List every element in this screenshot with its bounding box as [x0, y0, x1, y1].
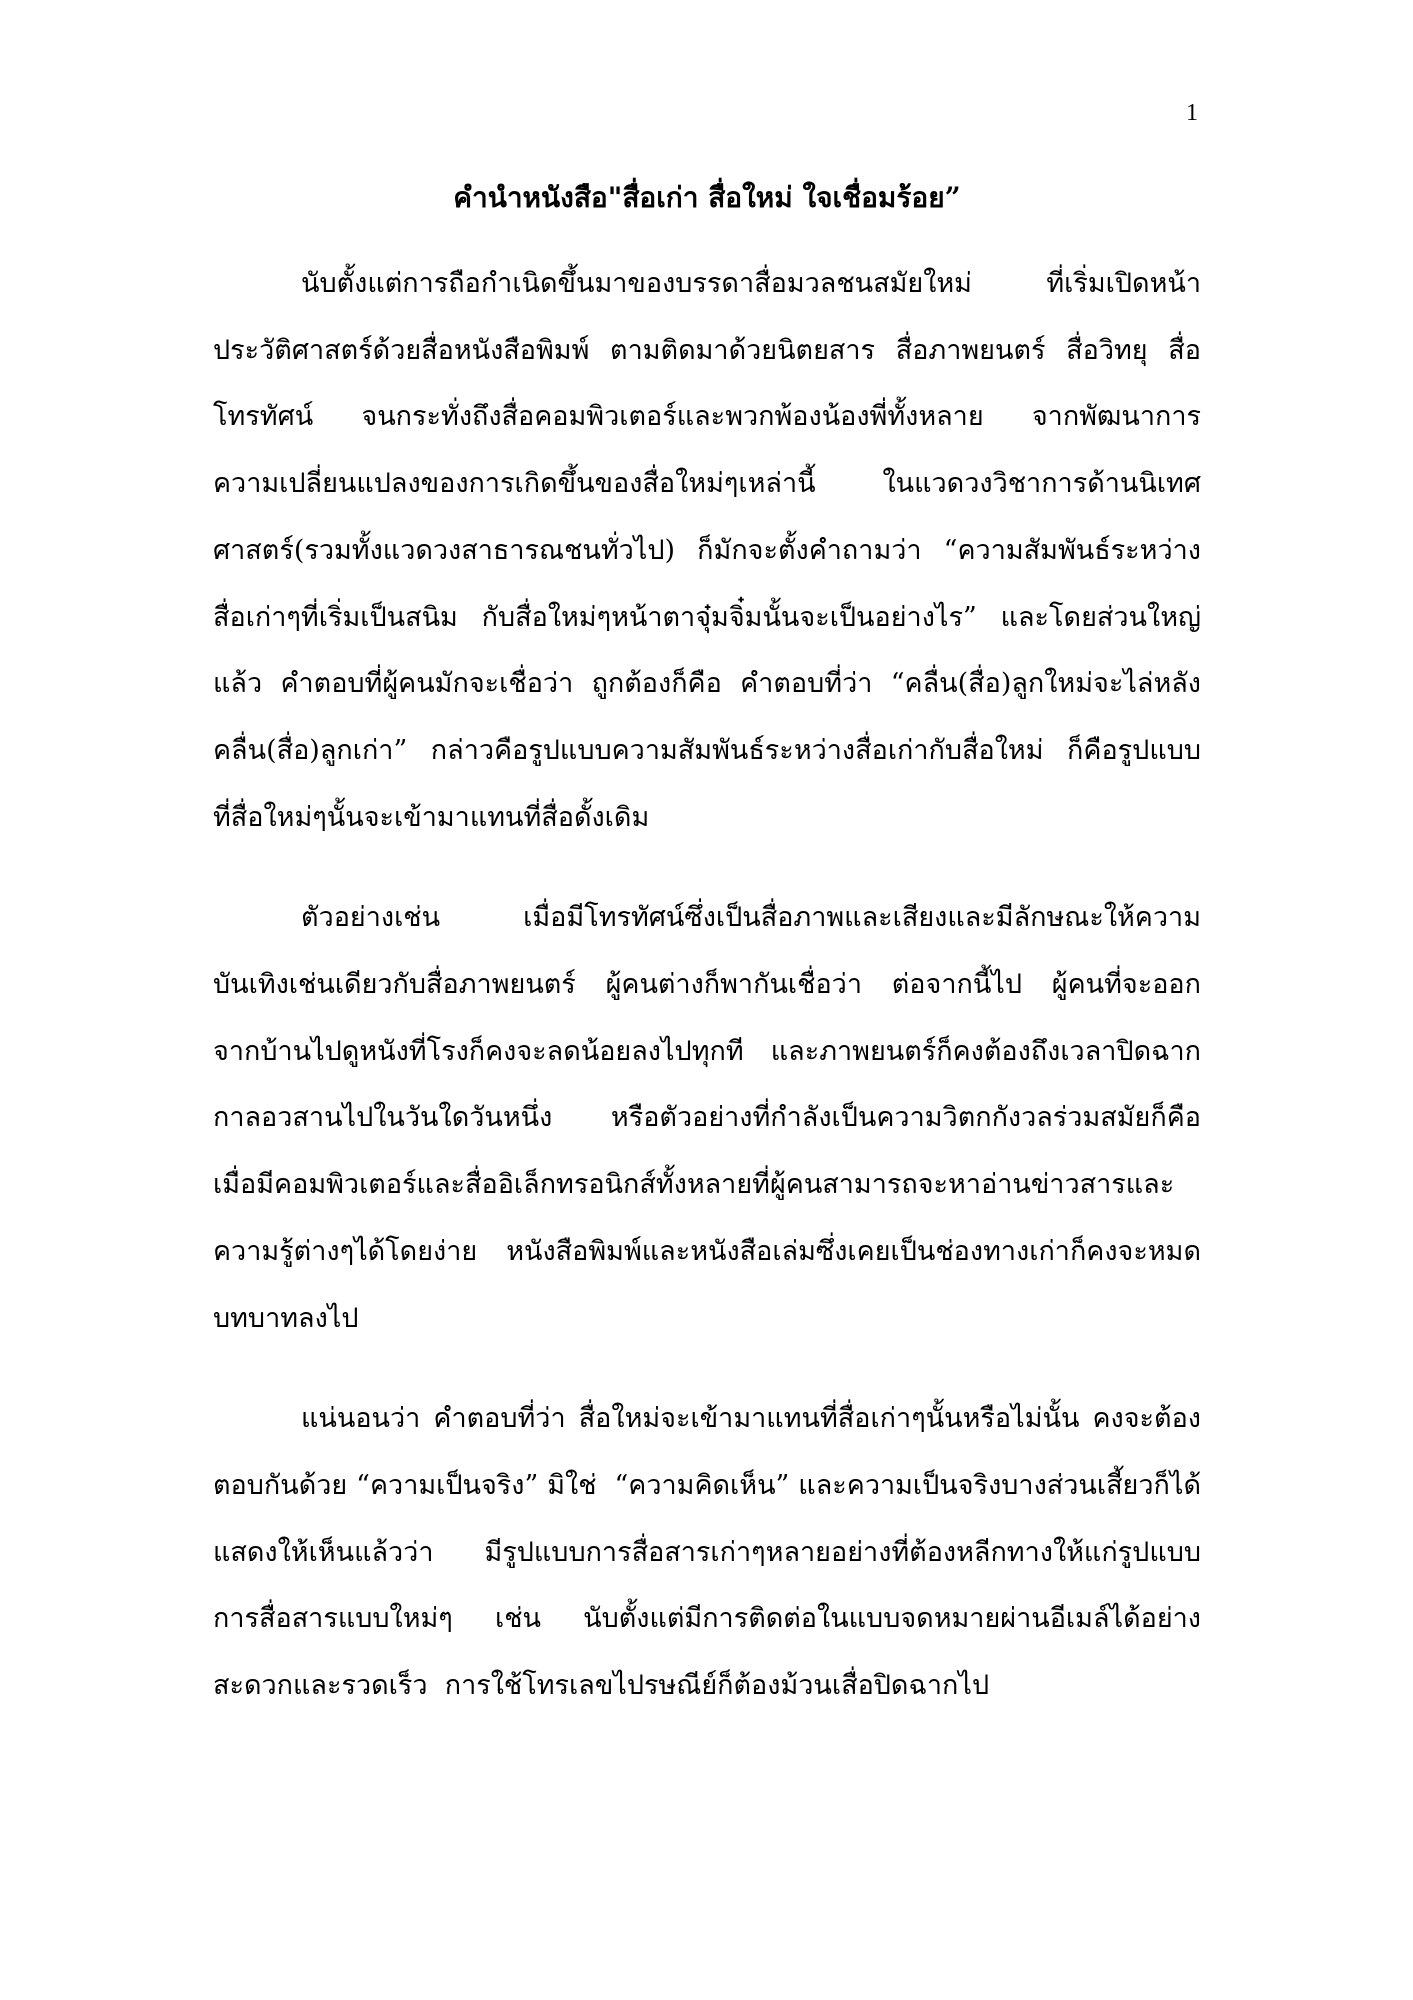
paragraph-line: ศาสตร์(รวมทั้งแวดวงสาธารณชนทั่วไป) ก็มักจะตั้งคำถามว่า “ความสัมพันธ์ระหว่าง — [213, 534, 1201, 566]
paragraph-line: ความเปลี่ยนแปลงของการเกิดขึ้นของสื่อใหม่ๆเหล่านี้ ในแวดวงวิชาการด้านนิเทศ — [213, 468, 1201, 500]
paragraph-line: การสื่อสารแบบใหม่ๆ เช่น นับตั้งแต่มีการติดต่อในแบบจดหมายผ่านอีเมล์ได้อย่าง — [213, 1603, 1201, 1635]
paragraph-line: ที่สื่อใหม่ๆนั้นจะเข้ามาแทนที่สื่อดั้งเดิม — [213, 801, 650, 833]
paragraph-line: แสดงให้เห็นแล้วว่า มีรูปแบบการสื่อสารเก่าๆหลายอย่างที่ต้องหลีกทางให้แก่รูปแบบ — [213, 1536, 1201, 1568]
paragraph-line: จากบ้านไปดูหนังที่โรงก็คงจะลดน้อยลงไปทุกที และภาพยนตร์ก็คงต้องถึงเวลาปิดฉาก — [213, 1035, 1201, 1067]
page-number: 1 — [1186, 100, 1198, 126]
paragraph-line: แล้ว คำตอบที่ผู้คนมักจะเชื่อว่า ถูกต้องก็คือ คำตอบที่ว่า “คลื่น(สื่อ)ลูกใหม่จะไล่หลัง — [213, 668, 1201, 700]
paragraph-line: กาลอวสานไปในวันใดวันหนึ่ง หรือตัวอย่างที่กำลังเป็นความวิตกกังวลร่วมสมัยก็คือ — [213, 1102, 1201, 1134]
paragraph-line: สื่อเก่าๆที่เริ่มเป็นสนิม กับสื่อใหม่ๆหน้าตาจุ๋มจิ๋มนั้นจะเป็นอย่างไร” และโดยส่วนใหญ่ — [213, 601, 1201, 633]
paragraph-line: บทบาทลงไป — [213, 1302, 359, 1334]
paragraph-line: ความรู้ต่างๆได้โดยง่าย หนังสือพิมพ์และหนังสือเล่มซึ่งเคยเป็นช่องทางเก่าก็คงจะหมด — [213, 1235, 1201, 1267]
paragraph-line: โทรทัศน์ จนกระทั่งถึงสื่อคอมพิวเตอร์และพวกพ้องน้องพี่ทั้งหลาย จากพัฒนาการ — [213, 401, 1201, 433]
document-body — [213, 251, 1201, 1754]
paragraph-line: คลื่น(สื่อ)ลูกเก่า” กล่าวคือรูปแบบความสัมพันธ์ระหว่างสื่อเก่ากับสื่อใหม่ ก็คือรูปแบบ — [213, 734, 1201, 766]
paragraph-1 — [213, 251, 1201, 851]
paragraph-line: ประวัติศาสตร์ด้วยสื่อหนังสือพิมพ์ ตามติดมาด้วยนิตยสาร สื่อภาพยนตร์ สื่อวิทยุ สื่อ — [213, 334, 1201, 366]
paragraph-2 — [213, 885, 1201, 1352]
paragraph-line: เมื่อมีคอมพิวเตอร์และสื่ออิเล็กทรอนิกส์ทั้งหลายที่ผู้คนสามารถจะหาอ่านข่าวสารและ — [213, 1169, 1175, 1201]
paragraph-line: สะดวกและรวดเร็ว การใช้โทรเลขไปรษณีย์ก็ต้องม้วนเสื่อปิดฉากไป — [213, 1670, 990, 1702]
paragraph-3 — [213, 1386, 1201, 1720]
paragraph-line: นับตั้งแต่การถือกำเนิดขึ้นมาของบรรดาสื่อมวลชนสมัยใหม่ ที่เริ่มเปิดหน้า — [301, 268, 1201, 299]
document-title: คำนำหนังสือ"สื่อเก่า สื่อใหม่ ใจเชื่อมร้อย” — [453, 181, 961, 214]
paragraph-line: ตอบกันด้วย “ความเป็นจริง” มิใช่ “ความคิดเห็น” และความเป็นจริงบางส่วนเสี้ยวก็ได้ — [213, 1469, 1201, 1501]
paragraph-line: ตัวอย่างเช่น เมื่อมีโทรทัศน์ซึ่งเป็นสื่อภาพและเสียงและมีลักษณะให้ความ — [301, 902, 1201, 934]
paragraph-line: บันเทิงเช่นเดียวกับสื่อภาพยนตร์ ผู้คนต่างก็พากันเชื่อว่า ต่อจากนี้ไป ผู้คนที่จะออก — [213, 969, 1201, 1001]
paragraph-line: แน่นอนว่า คำตอบที่ว่า สื่อใหม่จะเข้ามาแทนที่สื่อเก่าๆนั้นหรือไม่นั้น คงจะต้อง — [301, 1403, 1201, 1435]
